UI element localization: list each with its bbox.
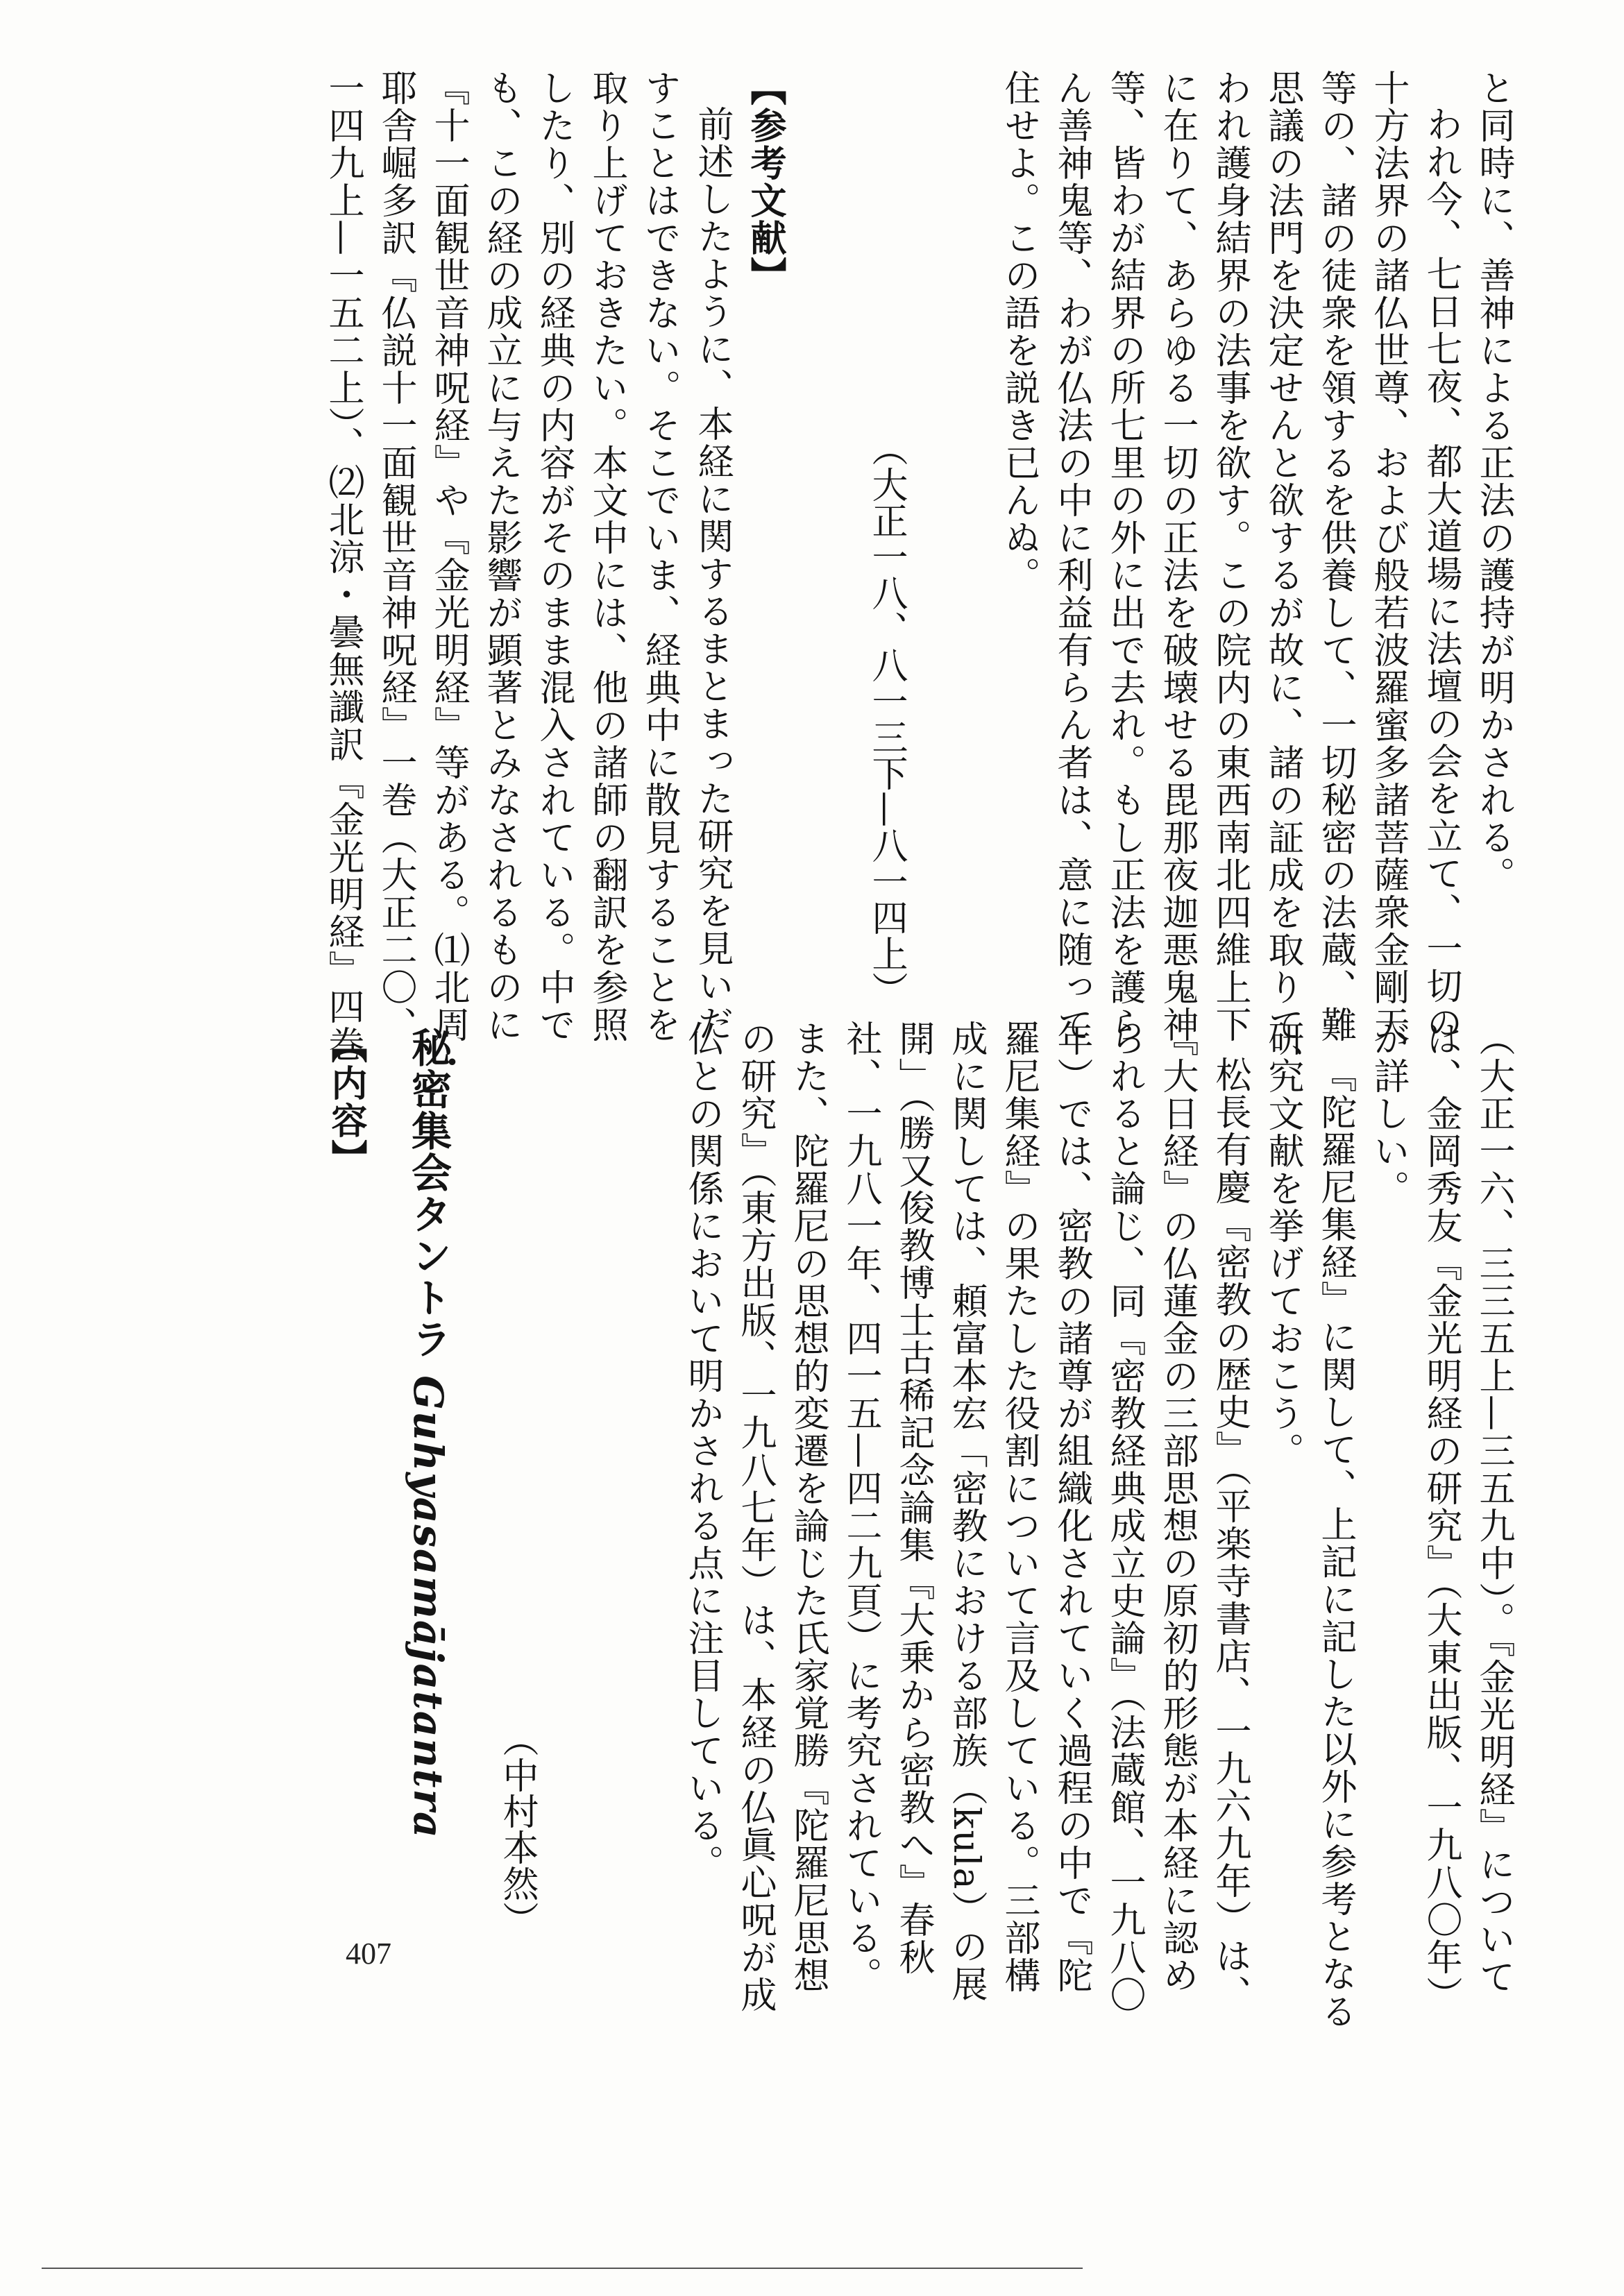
lower-main-text bbox=[676, 1020, 1520, 2030]
text-line: 社、一九八一年、四一五—四二九頁）に考究されている。 bbox=[840, 1020, 881, 1994]
text-line: と同時に、善神による正法の護持が明かされる。 bbox=[1473, 69, 1514, 894]
text-line: ん善神鬼等、わが仏法の中に利益有らん者は、意に随って bbox=[1051, 69, 1092, 1044]
text-line: 前述したように、本経に関するまとまった研究を見いだ bbox=[691, 105, 733, 1042]
text-line: 松長有慶『密教の歴史』（平楽寺書店、一九六九年）は、 bbox=[1209, 1056, 1251, 2012]
section-title bbox=[399, 1027, 457, 1839]
page-number: 407 bbox=[346, 1937, 391, 1971]
text-line: も、この経の成立に与えた影響が顕著とみなされるものに bbox=[480, 69, 522, 1044]
text-line: 開」（勝又俊教博士古稀記念論集『大乗から密教へ』春秋 bbox=[893, 1020, 934, 1976]
text-line: 一四九上—一五二上）、⑵北涼・曇無讖訳『金光明経』四巻 bbox=[322, 69, 364, 1063]
text-line: 成に関しては、頼富本宏「密教における部族（kula）の展 bbox=[945, 1020, 987, 2003]
text-line: 『大日経』の仏蓮金の三部思想の原初的形態が本経に認め bbox=[1156, 1020, 1198, 1994]
upper-main-text bbox=[992, 69, 1520, 1081]
text-line: 羅尼集経』の果たした役割について言及している。三部構 bbox=[998, 1020, 1040, 1994]
text-line: 『陀羅尼集経』に関して、上記に記した以外に参考となる bbox=[1314, 1056, 1356, 2030]
text-line: 思議の法門を決定せんと欲するが故に、諸の証成を取りて、 bbox=[1262, 69, 1303, 1081]
text-line: すことはできない。そこでいま、経典中に散見することを bbox=[638, 69, 680, 1044]
references-heading: 【参考文献】 bbox=[744, 69, 786, 294]
text-line: 耶舎崛多訳『仏説十一面観世音神呪経』一巻（大正二〇、 bbox=[375, 69, 416, 1044]
text-line: 住せよ。この語を説き已んぬ。 bbox=[998, 69, 1040, 594]
upper-citation: （大正一八、八一三下—八一四上） bbox=[865, 430, 907, 1007]
text-line: われ護身結界の法事を欲す。この院内の東西南北四維上下 bbox=[1209, 69, 1251, 1044]
text-line: 研究文献を挙げておこう。 bbox=[1262, 1020, 1303, 1470]
text-line: に在りて、あらゆる一切の正法を破壊せる毘那夜迦悪鬼神 bbox=[1156, 69, 1198, 1044]
content-heading: 【内容】 bbox=[325, 1027, 367, 1177]
text-line: 『十一面観世音神呪経』や『金光明経』等がある。⑴北周・ bbox=[428, 69, 469, 1081]
text-line: が詳しい。 bbox=[1367, 1020, 1409, 1207]
text-line: 仏との関係において明かされる点に注目している。 bbox=[682, 1020, 723, 1882]
text-line: は、金岡秀友『金光明経の研究』（大東出版、一九八〇年） bbox=[1420, 1020, 1462, 2014]
text-line: の研究』（東方出版、一九八七年）は、本経の仏眞心呪が成 bbox=[734, 1020, 776, 2014]
text-line: 十方法界の諸仏世尊、および般若波羅蜜多諸菩薩衆金剛天 bbox=[1367, 69, 1409, 1044]
text-line: 等の、諸の徒衆を領するを供養して、一切秘密の法蔵、難 bbox=[1314, 69, 1356, 1044]
text-line: したり、別の経典の内容がそのまま混入されている。中で bbox=[533, 69, 575, 1044]
text-line: 取り上げておきたい。本文中には、他の諸師の翻訳を参照 bbox=[586, 69, 627, 1044]
section-title-latin: Guhyasamājatantra bbox=[405, 1375, 452, 1839]
text-line: 年）では、密教の諸尊が組織化されていく過程の中で『陀 bbox=[1051, 1020, 1092, 1994]
text-line: られると論じ、同『密教経典成立史論』（法蔵館、一九八〇 bbox=[1103, 1020, 1145, 2014]
text-line: われ今、七日七夜、都大道場に法壇の会を立て、一切の bbox=[1420, 105, 1462, 1042]
bottom-rule bbox=[42, 2268, 1083, 2269]
text-line: （大正一六、三三五上—三五九中）。『金光明経』について bbox=[1473, 1020, 1514, 1996]
text-line: 等、皆わが結界の所七里の外に出で去れ。もし正法を護ら bbox=[1103, 69, 1145, 1044]
author-credit: （中村本然） bbox=[496, 1721, 538, 1937]
section-title-jp: 秘密集会タントラ bbox=[405, 1027, 452, 1360]
text-line: また、陀羅尼の思想的変遷を論じた氏家覚勝『陀羅尼思想 bbox=[787, 1020, 829, 1994]
upper-references bbox=[316, 69, 791, 1081]
